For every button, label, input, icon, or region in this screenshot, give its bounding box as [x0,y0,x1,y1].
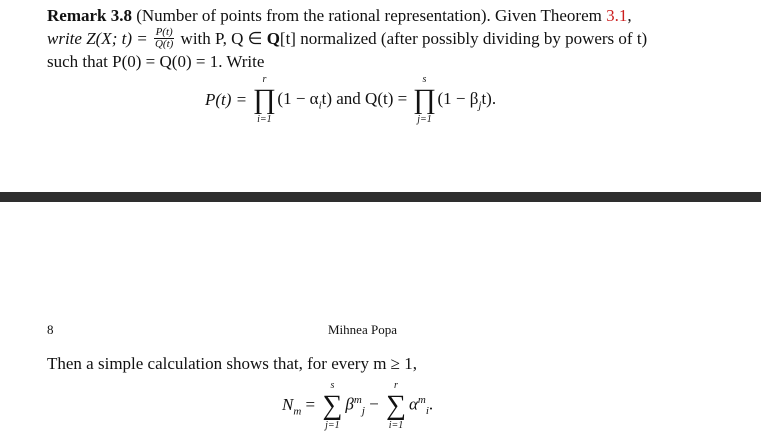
eq2-lhs-symbol: N [282,394,294,414]
sum1-lower: j=1 [325,420,340,431]
factor1-end: t) and Q(t) = [321,88,408,108]
fraction-numerator: P(t) [155,25,173,38]
running-head: Mihnea Popa [328,322,397,337]
prod1-upper: r [262,74,267,85]
eq2-equals: = [301,394,316,414]
remark-line-3: such that P(0) = Q(0) = 1. Write [47,52,265,71]
sum1-upper: s [330,380,335,391]
prod2-lower: j=1 [417,114,432,125]
equation-1 [205,74,497,125]
prod2-upper: s [422,74,427,85]
product-operator-1 [251,74,277,125]
fraction-denominator: Q(t) [154,37,174,50]
page-top [0,0,761,192]
term1-sup: m [353,394,362,407]
remark-line2-c: [t] normalized (after possibly dividing by powers of t) [279,29,648,48]
remark-line1-end: , [627,6,632,25]
remark-title: (Number of points from the rational representation). [136,6,491,25]
remark-label: Remark 3.8 [47,6,132,25]
eq2-lhs-sub: m [293,405,302,418]
factor2-end: t). [481,88,497,108]
eq2-minus: − [364,395,379,415]
eq2-term1 [345,394,378,417]
remark-paragraph [47,4,737,73]
sum2-symbol: ∑ [385,390,406,421]
sum2-lower: i=1 [388,420,404,431]
theorem-reference-link[interactable]: 3.1 [606,6,628,25]
prod1-symbol: ∏ [252,84,276,115]
sum1-symbol: ∑ [322,390,343,421]
term2-symbol: α [408,395,418,415]
term1-sub: j [361,405,365,418]
remark-line2-b: with P, Q ∈ [176,29,267,48]
term1-symbol: β [345,395,354,415]
equation-2 [282,380,434,431]
sum2-upper: r [394,380,398,391]
eq2-end: . [428,395,434,415]
eq2-term2 [409,394,433,417]
eq2-lhs [282,395,315,417]
factor2-text: (1 − β [437,88,479,108]
prod1-lower: i=1 [257,114,272,125]
fraction-p-over-q [154,27,174,50]
eq1-factor1 [277,89,407,111]
factor1-text: (1 − α [277,88,319,108]
factor2-sub: j [478,99,482,112]
remark-line-1 [47,4,737,27]
sum-operator-2 [383,380,409,431]
sum-operator-1 [319,380,345,431]
calculation-paragraph: Then a simple calculation shows that, for every m ≥ 1, [47,354,418,373]
remark-line2-a: write Z(X; t) = [47,29,152,48]
page-number: 8 [47,322,54,337]
term2-sub: i [425,405,429,418]
remark-line1-rest: Given Theorem [490,6,607,25]
term2-sup: m [417,394,426,407]
product-operator-2 [411,74,437,125]
factor1-sub: i [318,99,322,112]
page-separator [0,192,761,202]
eq1-factor2 [437,89,496,111]
eq1-lhs1: P(t) = [205,90,248,109]
rationals-symbol: Q [266,29,280,48]
prod2-symbol: ∏ [412,84,436,115]
remark-line-2 [47,27,737,50]
